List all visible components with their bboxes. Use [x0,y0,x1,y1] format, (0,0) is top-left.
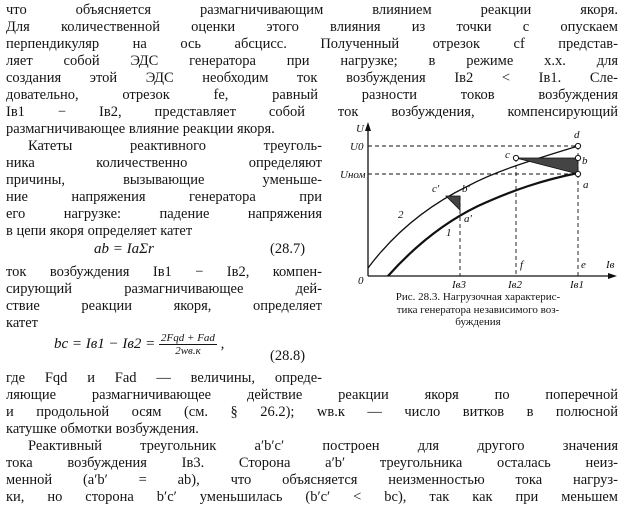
fraction-denominator: 2wв.к [175,345,201,357]
label-a-prime: a′ [464,213,472,225]
reactive-triangle-a1b1c1 [446,196,460,210]
equation-fraction [159,332,217,357]
caption-line: Рис. 28.3. Нагрузочная характерис- [395,291,561,303]
text-line: Катеты реактивного треуголь- [28,138,322,154]
label-c-prime: c′ [432,183,440,195]
label-curve-1: 1 [446,227,452,239]
origin-label: 0 [358,275,364,287]
label-a: a [583,179,589,191]
text-line: причины, вызывающие уменьше- [6,172,322,188]
text-line: катет [6,315,38,331]
text-line: перпендикуляр на ось абсцисс. Полученный отрезок cf представ- [6,36,618,52]
label-c: c [505,149,510,161]
point-a [575,171,580,176]
x-axis-arrow [608,273,617,279]
label-d: d [574,129,580,141]
figure-caption [338,291,618,329]
text-line: создания этой ЭДС необходим ток возбуждения Iв2 < Iв1. Сле- [6,70,618,86]
text-line: Для количественной оценки этого влияния из точки c опускаем [6,19,618,35]
equation-28-8 [54,332,224,357]
text-line: довательно, отрезок fe, равный разности токов возбуждения [6,87,618,103]
label-b: b [582,155,588,167]
y-tick-unom: Uном [340,169,366,181]
equation-number: (28.7) [270,241,306,257]
equation-28-7: ab = IaΣr [94,241,154,257]
label-f: f [520,259,524,271]
equation-tail: , [220,335,225,352]
x-tick-iv3: Iв3 [452,279,466,288]
caption-line: тика генератора независимого воз- [396,303,560,316]
text-line: размагничивающее влияние реакции якоря. [6,121,275,137]
caption-line: буждения [455,316,501,328]
text-line: в цепи якоря определяет катет [6,223,193,239]
y-axis-label: U [356,123,364,135]
point-b [575,155,580,160]
x-tick-iv1: Iв1 [570,279,584,288]
point-c [513,155,518,160]
equation-number: (28.8) [270,348,306,364]
x-tick-iv2: Iв2 [508,279,522,288]
text-line: Реактивный треугольник a′b′c′ построен для другого значения [28,438,618,454]
label-b-prime: b′ [462,183,470,195]
text-line: где Fqd и Fad — величины, опреде- [6,370,322,386]
fraction-numerator: 2Fqd + Fad [161,332,215,344]
text-line: его нагрузке: падение напряжения [6,206,322,222]
x-axis-label: Iв [606,259,615,271]
text-line: сирующий размагничивающее дей- [6,281,322,297]
load-characteristic-figure [328,118,618,288]
text-line: менной (a′b′ = ab), что объясняется неизменностью тока нагруз- [6,472,618,488]
text-line: ствие реакции якоря, определяет [6,298,322,314]
text-line: тока возбуждения Iв3. Сторона a′b′ треугольника осталась неиз- [6,455,618,471]
point-d [575,143,580,148]
text-line: ки, но сторона b′c′ уменьшилась (b′c′ < bc), так как при меньшем [6,489,618,505]
y-tick-u0: U0 [350,141,364,153]
text-line: ние напряжения генератора при [6,189,322,205]
label-e: e [581,259,586,271]
y-axis-arrow [365,122,371,131]
text-line: Iв1 − Iв2, представляет собой ток возбуждения, компенсирующий [6,104,618,120]
label-curve-2: 2 [398,209,404,221]
text-line: катушке обмотки возбуждения. [6,421,199,437]
reactive-triangle-abc [516,158,578,174]
curve-1 [388,173,578,276]
text-line: ника количественно определяют [6,155,322,171]
text-line: ляет собой ЭДС генератора при нагрузке; в режиме х.х. для [6,53,618,69]
text-line: ток возбуждения Iв1 − Iв2, компен- [6,264,322,280]
text-line: что объясняется размагничивающим влиянием реакции якоря. [6,2,618,18]
equation-lhs: bc = Iв1 − Iв2 = [54,335,156,352]
text-line: и продольной осям (см. § 26.2); wв.к — число витков в полюсной [6,404,618,420]
text-line: ляющие размагничивающее действие реакции якоря по поперечной [6,387,618,403]
